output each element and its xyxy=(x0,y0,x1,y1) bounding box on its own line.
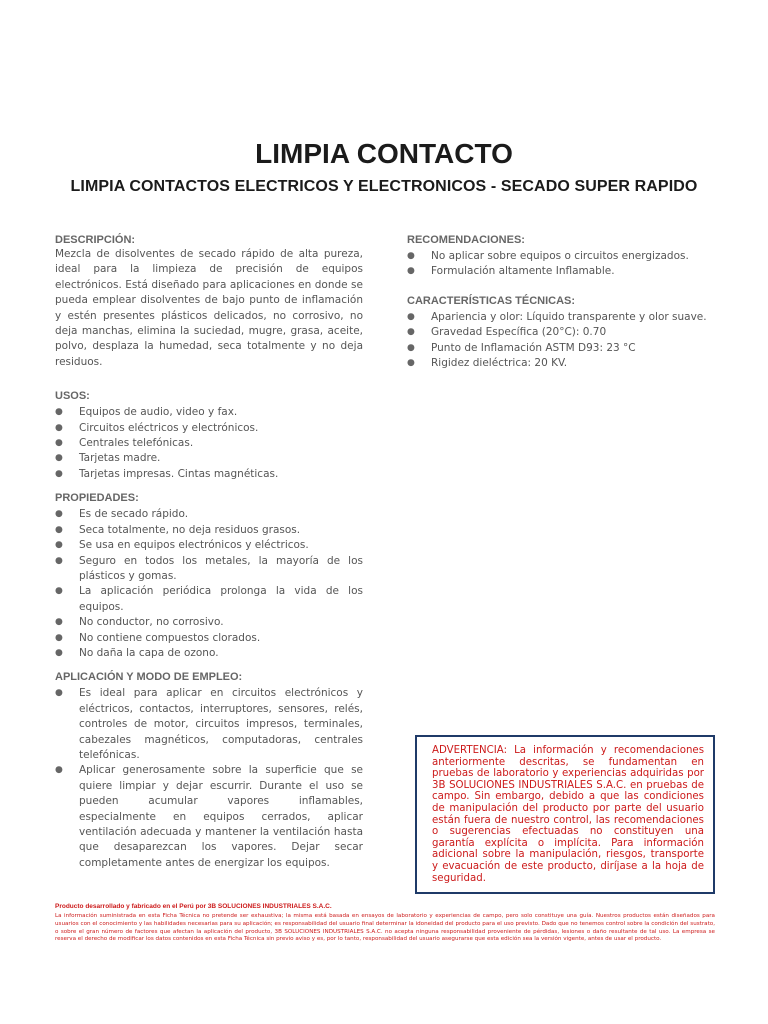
list-item xyxy=(55,554,363,585)
recomendaciones-list xyxy=(407,249,712,280)
list-item-text: Rigidez dieléctrica: 20 KV. xyxy=(431,357,568,370)
list-item xyxy=(55,467,363,482)
usos-heading: USOS: xyxy=(55,390,90,403)
usos-list xyxy=(55,405,363,482)
footer-disclaimer: La información suministrada en esta Ficha Técnica no pretende ser exhaustiva; la misma está basada en ensayos de laboratorio y experiencias de campo, pero solo constituye una guía. Nuestros productos están diseñados para usuarios con el conocimiento y las habilidades necesarias para su aplicación; es responsabilidad del usuario final determinar la idoneidad del producto para el uso previsto. Dado que no tenemos control sobre la condición del sustrato, o sobre el gran número de factores que afectan la aplicación del producto, 3B SOLUCIONES INDUSTRIALES S.A.C. no acepta ninguna responsabilidad proveniente de pérdidas, lesiones o daño resultante de tal uso. La empresa se reserva el derecho de modificar los datos contenidos en esta Ficha Técnica sin previo aviso y es, por lo tanto, responsabilidad del usuario asegurarse que esta edición sea la versión vigente, antes de usar el producto. xyxy=(55,913,715,943)
list-item xyxy=(407,249,712,264)
bullet-icon: ● xyxy=(55,422,63,433)
aplicacion-section xyxy=(55,670,363,871)
list-item-text: Equipos de audio, video y fax. xyxy=(79,406,238,419)
footer-title: Producto desarrollado y fabricado en el Perú por 3B SOLUCIONES INDUSTRIALES S.A.C. xyxy=(55,903,332,910)
list-item xyxy=(55,436,363,451)
aplicacion-heading: APLICACIÓN Y MODO DE EMPLEO: xyxy=(55,671,243,684)
list-item-text: Punto de Inflamación ASTM D93: 23 °C xyxy=(431,341,636,354)
list-item-text: Es de secado rápido. xyxy=(79,508,189,521)
list-item-text: Seca totalmente, no deja residuos grasos. xyxy=(79,523,301,536)
bullet-icon: ● xyxy=(407,327,415,338)
list-item xyxy=(55,451,363,466)
list-item-text: La aplicación periódica prolonga la vida de los equipos. xyxy=(79,585,363,613)
list-item-text: Circuitos eléctricos y electrónicos. xyxy=(79,421,259,434)
list-item-text: Aplicar generosamente sobre la superficie que se quiere limpiar y dejar escurrir. Durante el uso se pueden acumular vapores inflamables, especialmente en equipos cerrados, aplicar ventilación adecuada y mantener la ventilación hasta que desaparezcan los vapores. Dejar secar completamente antes de energizar los equipos. xyxy=(79,764,363,869)
bullet-icon: ● xyxy=(55,540,63,551)
list-item-text: No contiene compuestos clorados. xyxy=(79,631,261,644)
footer xyxy=(55,903,715,944)
list-item xyxy=(407,341,712,356)
bullet-icon: ● xyxy=(407,311,415,322)
list-item xyxy=(55,646,363,661)
list-item xyxy=(55,686,363,763)
bullet-icon: ● xyxy=(55,468,63,479)
list-item xyxy=(55,538,363,553)
bullet-icon: ● xyxy=(407,251,415,261)
list-item-text: Seguro en todos los metales, la mayoría de los plásticos y gomas. xyxy=(79,554,363,582)
list-item xyxy=(55,507,363,522)
list-item-text: Gravedad Específica (20°C): 0.70 xyxy=(431,326,607,339)
list-item-text: Tarjetas madre. xyxy=(79,452,161,465)
warning-text: ADVERTENCIA: La información y recomendaciones anteriormente descritas, se fundamentan en pruebas de laboratorio y experiencias adquiridas por 3B SOLUCIONES INDUSTRIALES S.A.C. en pruebas de campo. Sin embargo, debido a que las condiciones de manipulación del producto por parte del usuario están fuera de nuestro control, las recomendaciones o sugerencias efectuadas no constituyen una garantía explícita o implícita. Para información adicional sobre la manipulación, riesgos, transporte y evacuación de este producto, diríjase a la hoja de seguridad. xyxy=(432,745,704,884)
list-item-text: Tarjetas impresas. Cintas magnéticas. xyxy=(79,467,279,480)
bullet-icon: ● xyxy=(55,617,63,628)
list-item xyxy=(55,615,363,630)
page-subtitle: LIMPIA CONTACTOS ELECTRICOS Y ELECTRONICOS - SECADO SUPER RAPIDO xyxy=(70,178,698,195)
left-column xyxy=(55,233,363,871)
bullet-icon: ● xyxy=(55,632,63,643)
propiedades-heading: PROPIEDADES: xyxy=(55,492,139,505)
list-item xyxy=(55,421,363,436)
recomendaciones-section xyxy=(407,233,712,280)
list-item xyxy=(55,405,363,420)
bullet-icon: ● xyxy=(55,509,63,520)
bullet-icon: ● xyxy=(407,342,415,353)
list-item-text: No daña la capa de ozono. xyxy=(79,646,219,659)
bullet-icon: ● xyxy=(55,438,63,449)
list-item xyxy=(55,763,363,871)
right-column xyxy=(407,233,712,371)
bullet-icon: ● xyxy=(55,647,63,658)
propiedades-list xyxy=(55,507,363,661)
descripcion-text: Mezcla de disolventes de secado rápido de alta pureza, ideal para la limpieza de precisión de equipos electrónicos. Está diseñado para aplicaciones en donde se pueda emplear disolventes de bajo punto de inflamación y estén presentes plásticos delicados, no corrosivo, no deja manchas, elimina la suciedad, mugre, grasa, aceite, polvo, desplaza la humedad, seca totalmente y no deja residuos. xyxy=(55,248,363,368)
descripcion-section xyxy=(55,233,363,370)
list-item-text: No aplicar sobre equipos o circuitos energizados. xyxy=(431,250,689,262)
bullet-icon: ● xyxy=(55,524,63,535)
bullet-icon: ● xyxy=(407,358,415,369)
bullet-icon: ● xyxy=(55,555,63,566)
list-item xyxy=(55,523,363,538)
list-item-text: No conductor, no corrosivo. xyxy=(79,616,224,629)
list-item-text: Se usa en equipos electrónicos y eléctricos. xyxy=(79,539,309,552)
bullet-icon: ● xyxy=(55,688,63,699)
caracteristicas-heading: CARACTERÍSTICAS TÉCNICAS: xyxy=(407,294,576,307)
page-title: LIMPIA CONTACTO xyxy=(255,138,513,169)
warning-box xyxy=(415,735,715,894)
list-item xyxy=(55,631,363,646)
list-item xyxy=(407,264,712,279)
bullet-icon: ● xyxy=(55,586,63,597)
descripcion-heading: DESCRIPCIÓN: xyxy=(55,234,136,246)
list-item-text: Centrales telefónicas. xyxy=(79,437,194,450)
caracteristicas-section xyxy=(407,294,712,372)
bullet-icon: ● xyxy=(55,453,63,464)
list-item xyxy=(55,584,363,615)
caracteristicas-list xyxy=(407,310,712,372)
bullet-icon: ● xyxy=(407,266,415,277)
list-item-text: Es ideal para aplicar en circuitos electrónicos y eléctricos, contactos, interruptores, sensores, relés, controles de motor, circuitos impresos, terminales, cabezales magnéticos, computadoras, centrales telefónicas. xyxy=(79,687,363,761)
bullet-icon: ● xyxy=(55,765,63,776)
recomendaciones-heading: RECOMENDACIONES: xyxy=(407,234,525,246)
bullet-icon: ● xyxy=(55,407,63,418)
list-item xyxy=(407,325,712,340)
list-item xyxy=(407,356,712,371)
propiedades-section xyxy=(55,491,363,661)
aplicacion-list xyxy=(55,686,363,871)
list-item xyxy=(407,310,712,325)
list-item-text: Formulación altamente Inflamable. xyxy=(431,265,615,278)
usos-section xyxy=(55,389,363,482)
list-item-text: Apariencia y olor: Líquido transparente y olor suave. xyxy=(431,310,707,323)
